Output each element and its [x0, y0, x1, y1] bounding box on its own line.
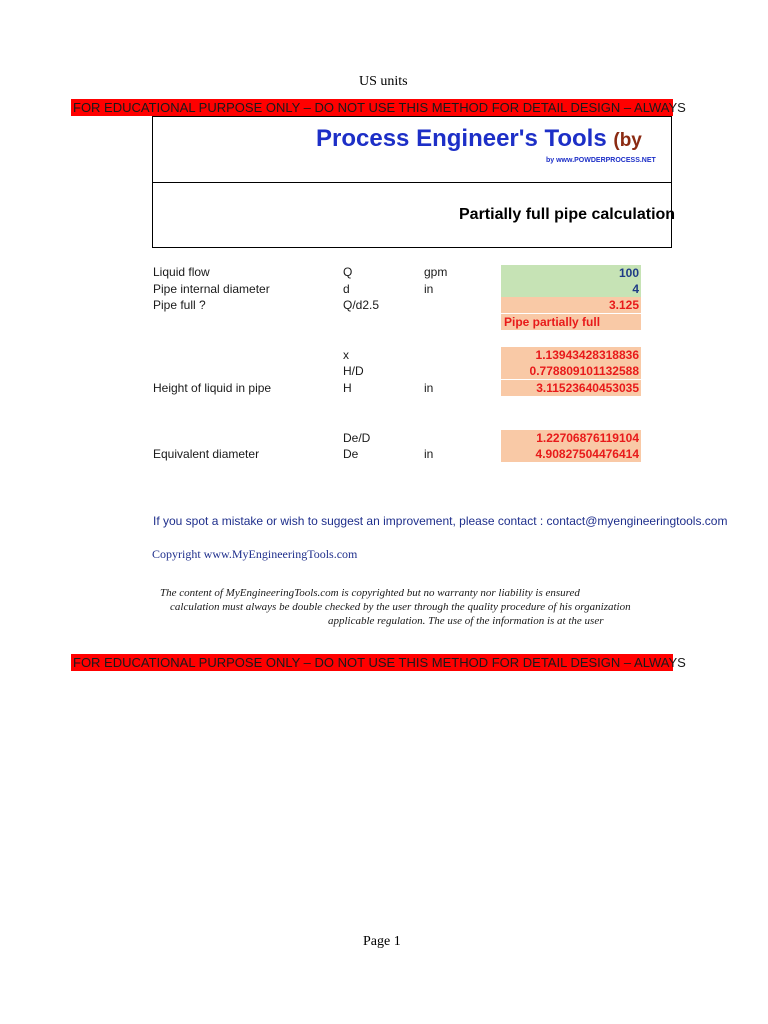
- row-unit: gpm: [424, 265, 448, 279]
- educational-banner-bottom: FOR EDUCATIONAL PURPOSE ONLY – DO NOT USE THIS METHOD FOR DETAIL DESIGN – ALWAYS: [73, 655, 686, 670]
- pipe-diameter-input[interactable]: 4: [501, 281, 641, 297]
- row-unit: in: [424, 282, 434, 296]
- contact-text[interactable]: If you spot a mistake or wish to suggest an improvement, please contact : contact@myengineeringtools.com: [153, 514, 728, 528]
- liquid-flow-input[interactable]: 100: [501, 265, 641, 281]
- row-symbol: x: [343, 348, 349, 362]
- brand-by: (by: [613, 130, 642, 151]
- row-symbol: d: [343, 282, 350, 296]
- row-symbol: Q/d2.5: [343, 298, 380, 312]
- brand-title-text: Process Engineer's Tools: [316, 125, 607, 152]
- educational-banner-top: FOR EDUCATIONAL PURPOSE ONLY – DO NOT USE THIS METHOD FOR DETAIL DESIGN – ALWAYS: [73, 100, 686, 115]
- pipe-full-value: 3.125: [501, 297, 641, 313]
- disclaimer-line-1: The content of MyEngineeringTools.com is copyrighted but no warranty nor liability is ensured: [160, 587, 580, 599]
- copyright-link[interactable]: Copyright www.MyEngineeringTools.com: [152, 547, 358, 561]
- row-label: Equivalent diameter: [153, 447, 260, 461]
- row-unit: in: [424, 381, 434, 395]
- x-value: 1.13943428318836: [501, 347, 641, 363]
- page-footer: Page 1: [363, 934, 401, 949]
- row-label: Pipe internal diameter: [153, 282, 270, 296]
- calculation-title: Partially full pipe calculation: [459, 206, 676, 223]
- row-symbol: H: [343, 381, 352, 395]
- h-over-d-value: 0.778809101132588: [501, 363, 641, 379]
- header-divider: [152, 182, 672, 183]
- brand-title: [316, 125, 642, 153]
- disclaimer-line-2: calculation must always be double checked by the user through the quality procedure of his organization: [170, 601, 631, 613]
- row-symbol: H/D: [343, 364, 364, 378]
- disclaimer-line-3: applicable regulation. The use of the information is at the user: [328, 615, 604, 627]
- liquid-height-value: 3.11523640453035: [501, 380, 641, 396]
- row-symbol: Q: [343, 265, 353, 279]
- row-label: Pipe full ?: [153, 298, 206, 312]
- page-header: US units: [359, 74, 408, 89]
- brand-subtitle: by www.POWDERPROCESS.NET: [546, 157, 656, 164]
- row-symbol: De/D: [343, 431, 371, 445]
- equivalent-diameter-value: 4.90827504476414: [501, 446, 641, 462]
- row-symbol: De: [343, 447, 359, 461]
- row-label: Liquid flow: [153, 265, 210, 279]
- row-label: Height of liquid in pipe: [153, 381, 272, 395]
- row-unit: in: [424, 447, 434, 461]
- pipe-status: Pipe partially full: [501, 314, 641, 330]
- de-over-d-value: 1.22706876119104: [501, 430, 641, 446]
